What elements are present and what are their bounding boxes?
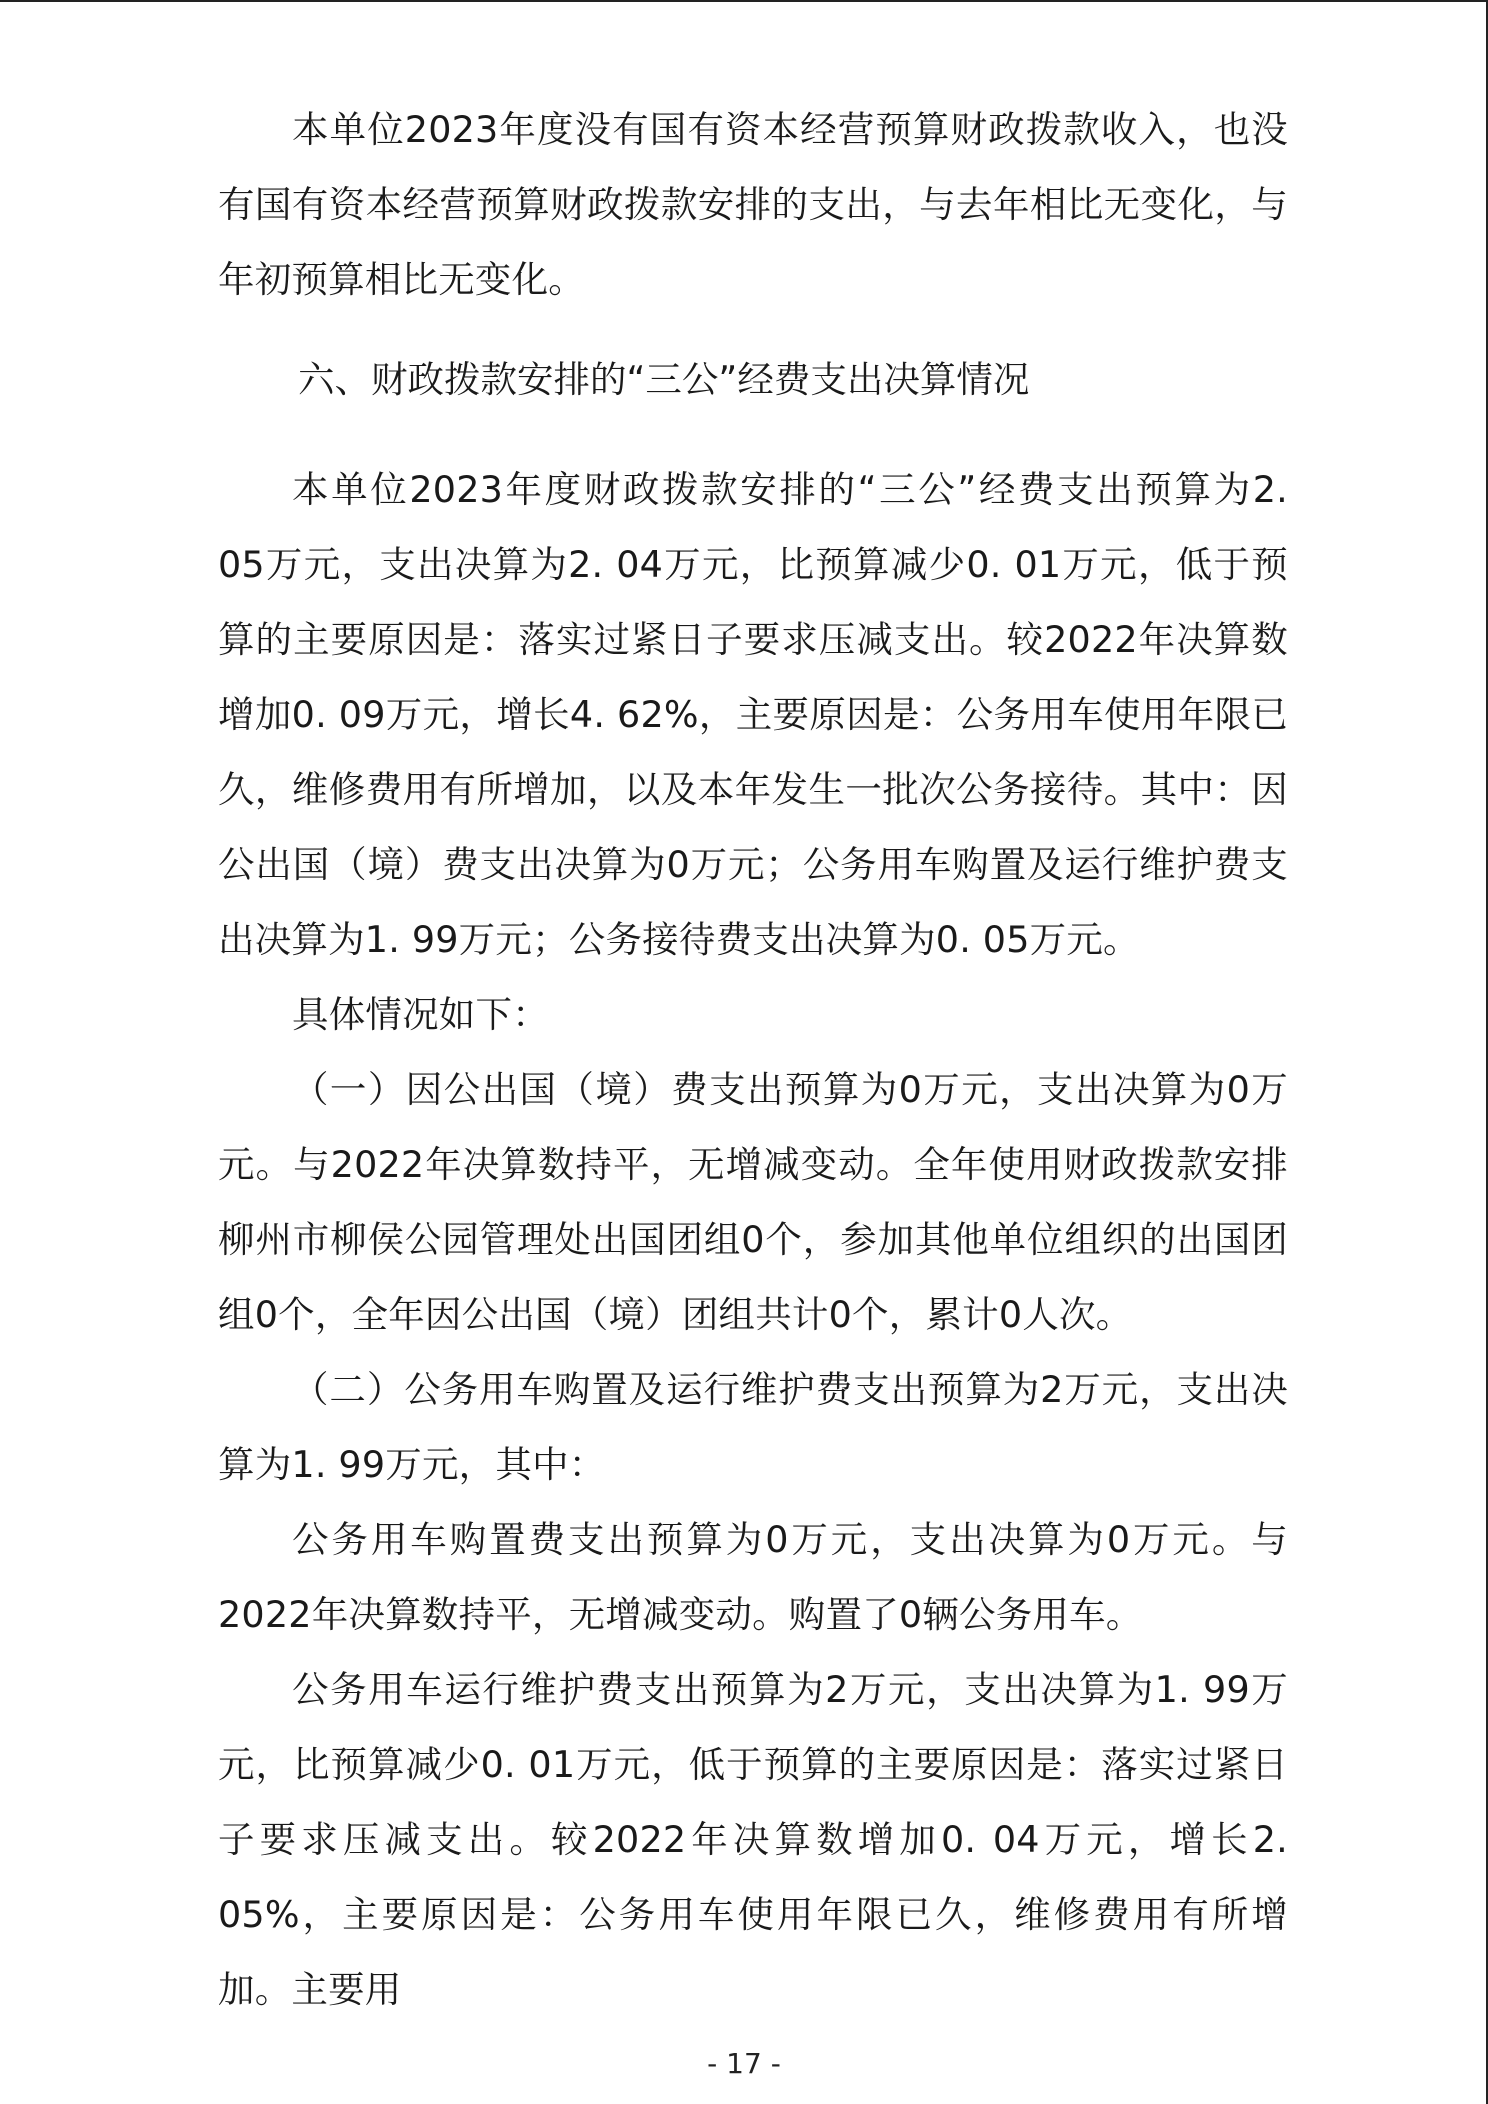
section-heading: 六、财政拨款安排的“三公”经费支出决算情况 (298, 358, 1030, 401)
page-border-top (0, 0, 1488, 2)
paragraph: （二）公务用车购置及运行维护费支出预算为2万元，支出决算为1. 99万元，其中： (218, 1368, 1288, 1486)
paragraph: 具体情况如下： (292, 993, 549, 1036)
document-body (218, 92, 1288, 2027)
paragraph: 公务用车运行维护费支出预算为2万元，支出决算为1. 99万元，比预算减少0. 01万元，低于预算的主要原因是：落实过紧日子要求压减支出。较2022年决算数增加0. 04万元，增长2. 05%，主要原因是：公务用车使用年限已久，维修费用有所增加。主要用 (218, 1668, 1288, 2011)
paragraph: 公务用车购置费支出预算为0万元，支出决算为0万元。与2022年决算数持平，无增减变动。购置了0辆公务用车。 (218, 1518, 1288, 1636)
paragraph: （一）因公出国（境）费支出预算为0万元，支出决算为0万元。与2022年决算数持平，无增减变动。全年使用财政拨款安排柳州市柳侯公园管理处出国团组0个，参加其他单位组织的出国团组0个，全年因公出国（境）团组共计0个，累计0人次。 (218, 1068, 1288, 1336)
paragraph: 本单位2023年度没有国有资本经营预算财政拨款收入，也没有国有资本经营预算财政拨款安排的支出，与去年相比无变化，与年初预算相比无变化。 (218, 108, 1288, 301)
paragraph: 本单位2023年度财政拨款安排的“三公”经费支出预算为2. 05万元，支出决算为2. 04万元，比预算减少0. 01万元，低于预算的主要原因是：落实过紧日子要求压减支出。较2022年决算数增加0. 09万元，增长4. 62%，主要原因是：公务用车使用年限已久，维修费用有所增加，以及本年发生一批次公务接待。其中：因公出国（境）费支出决算为0万元；公务用车购置及运行维护费支出决算为1. 99万元；公务接待费支出决算为0. 05万元。 (218, 468, 1288, 961)
page-number: - 17 - (707, 2047, 781, 2080)
